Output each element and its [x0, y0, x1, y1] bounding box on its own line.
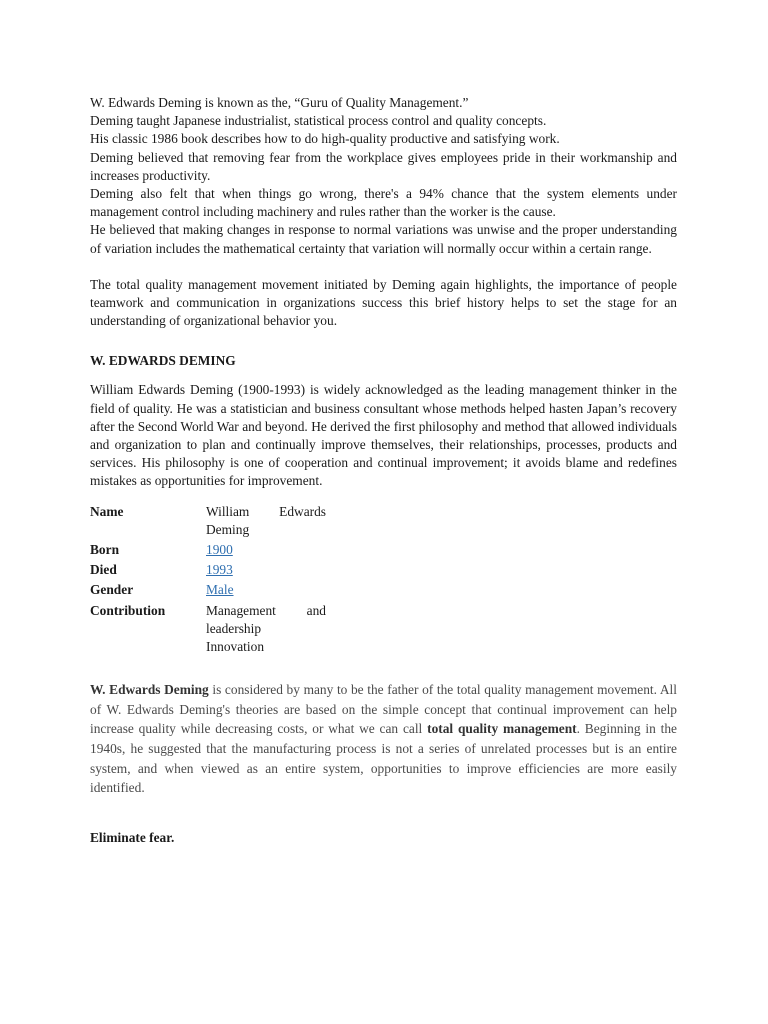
info-row-contribution	[90, 602, 326, 659]
contribution-value-line-1: Management and	[206, 602, 326, 618]
father-bold-name: W. Edwards Deming	[90, 682, 209, 698]
tqm-paragraph: The total quality management movement initiated by Deming again highlights, the importance of people teamwork and communication in organizations success this brief history helps to set the stage for an understanding of organizational behavior you.	[90, 276, 677, 329]
name-value-line-1: William Edwards	[206, 503, 326, 519]
gender-label: Gender	[90, 582, 134, 598]
bio-paragraph: William Edwards Deming (1900-1993) is widely acknowledged as the leading management thinker in the field of quality. He was a statistician and business consultant whose methods helped hasten Japan’s recovery after the Second World War and beyond. He derived the first philosophy and method that allowed individuals and organization to plan and continually improve themselves, their relationships, processes, products and services. His philosophy is one of cooperation and continual improvement; it avoids blame and redefines mistakes as opportunities for improvement.	[90, 382, 677, 489]
born-label: Born	[90, 542, 120, 558]
info-row-born	[90, 541, 326, 561]
intro-line-5: Deming also felt that when things go wrong, there's a 94% chance that the system elements under management control including machinery and rules rather than the worker is the cause.	[90, 186, 677, 220]
intro-line-4: Deming believed that removing fear from the workplace gives employees pride in their workmanship and increases productivity.	[90, 149, 677, 183]
contribution-value-line-2: leadership	[206, 620, 262, 636]
born-link[interactable]: 1900	[206, 542, 233, 558]
father-paragraph	[90, 680, 677, 798]
intro-line-3: His classic 1986 book describes how to do high-quality productive and satisfying work.	[90, 131, 560, 147]
document-page	[90, 94, 677, 847]
contribution-value-line-3: Innovation	[206, 639, 265, 655]
info-row-name	[90, 503, 326, 541]
died-label: Died	[90, 562, 117, 578]
father-text-2: . Beginning in the 1940s, he suggested that the manufacturing process is not a series of unrelated processes but is an entire system, and when viewed as an entire system, opportunities to improve efficiencies are more easily identified.	[90, 721, 677, 796]
info-table	[90, 503, 326, 659]
intro-line-2: Deming taught Japanese industrialist, statistical process control and quality concepts.	[90, 113, 547, 129]
name-label: Name	[90, 503, 124, 519]
intro-block	[90, 94, 677, 258]
info-row-gender	[90, 581, 326, 601]
intro-line-6: He believed that making changes in response to normal variations was unwise and the proper understanding of variation includes the mathematical certainty that variation will normally occur within a certain range.	[90, 222, 677, 256]
died-link[interactable]: 1993	[206, 562, 233, 578]
closing-heading: Eliminate fear.	[90, 829, 175, 845]
gender-link[interactable]: Male	[206, 582, 234, 598]
section-heading: W. EDWARDS DEMING	[90, 353, 236, 369]
intro-line-1: W. Edwards Deming is known as the, “Guru of Quality Management.”	[90, 95, 469, 110]
info-row-died	[90, 561, 326, 581]
father-bold-tqm: total quality management	[427, 721, 577, 737]
father-text-1: is considered by many to be the father of the total quality management movement. All of W. Edwards Deming's theories are based on the simple concept that continual improvement can help increase quality while decreasing costs, or what we can call	[90, 682, 677, 737]
contribution-label: Contribution	[90, 602, 166, 618]
name-value-line-2: Deming	[206, 521, 250, 537]
